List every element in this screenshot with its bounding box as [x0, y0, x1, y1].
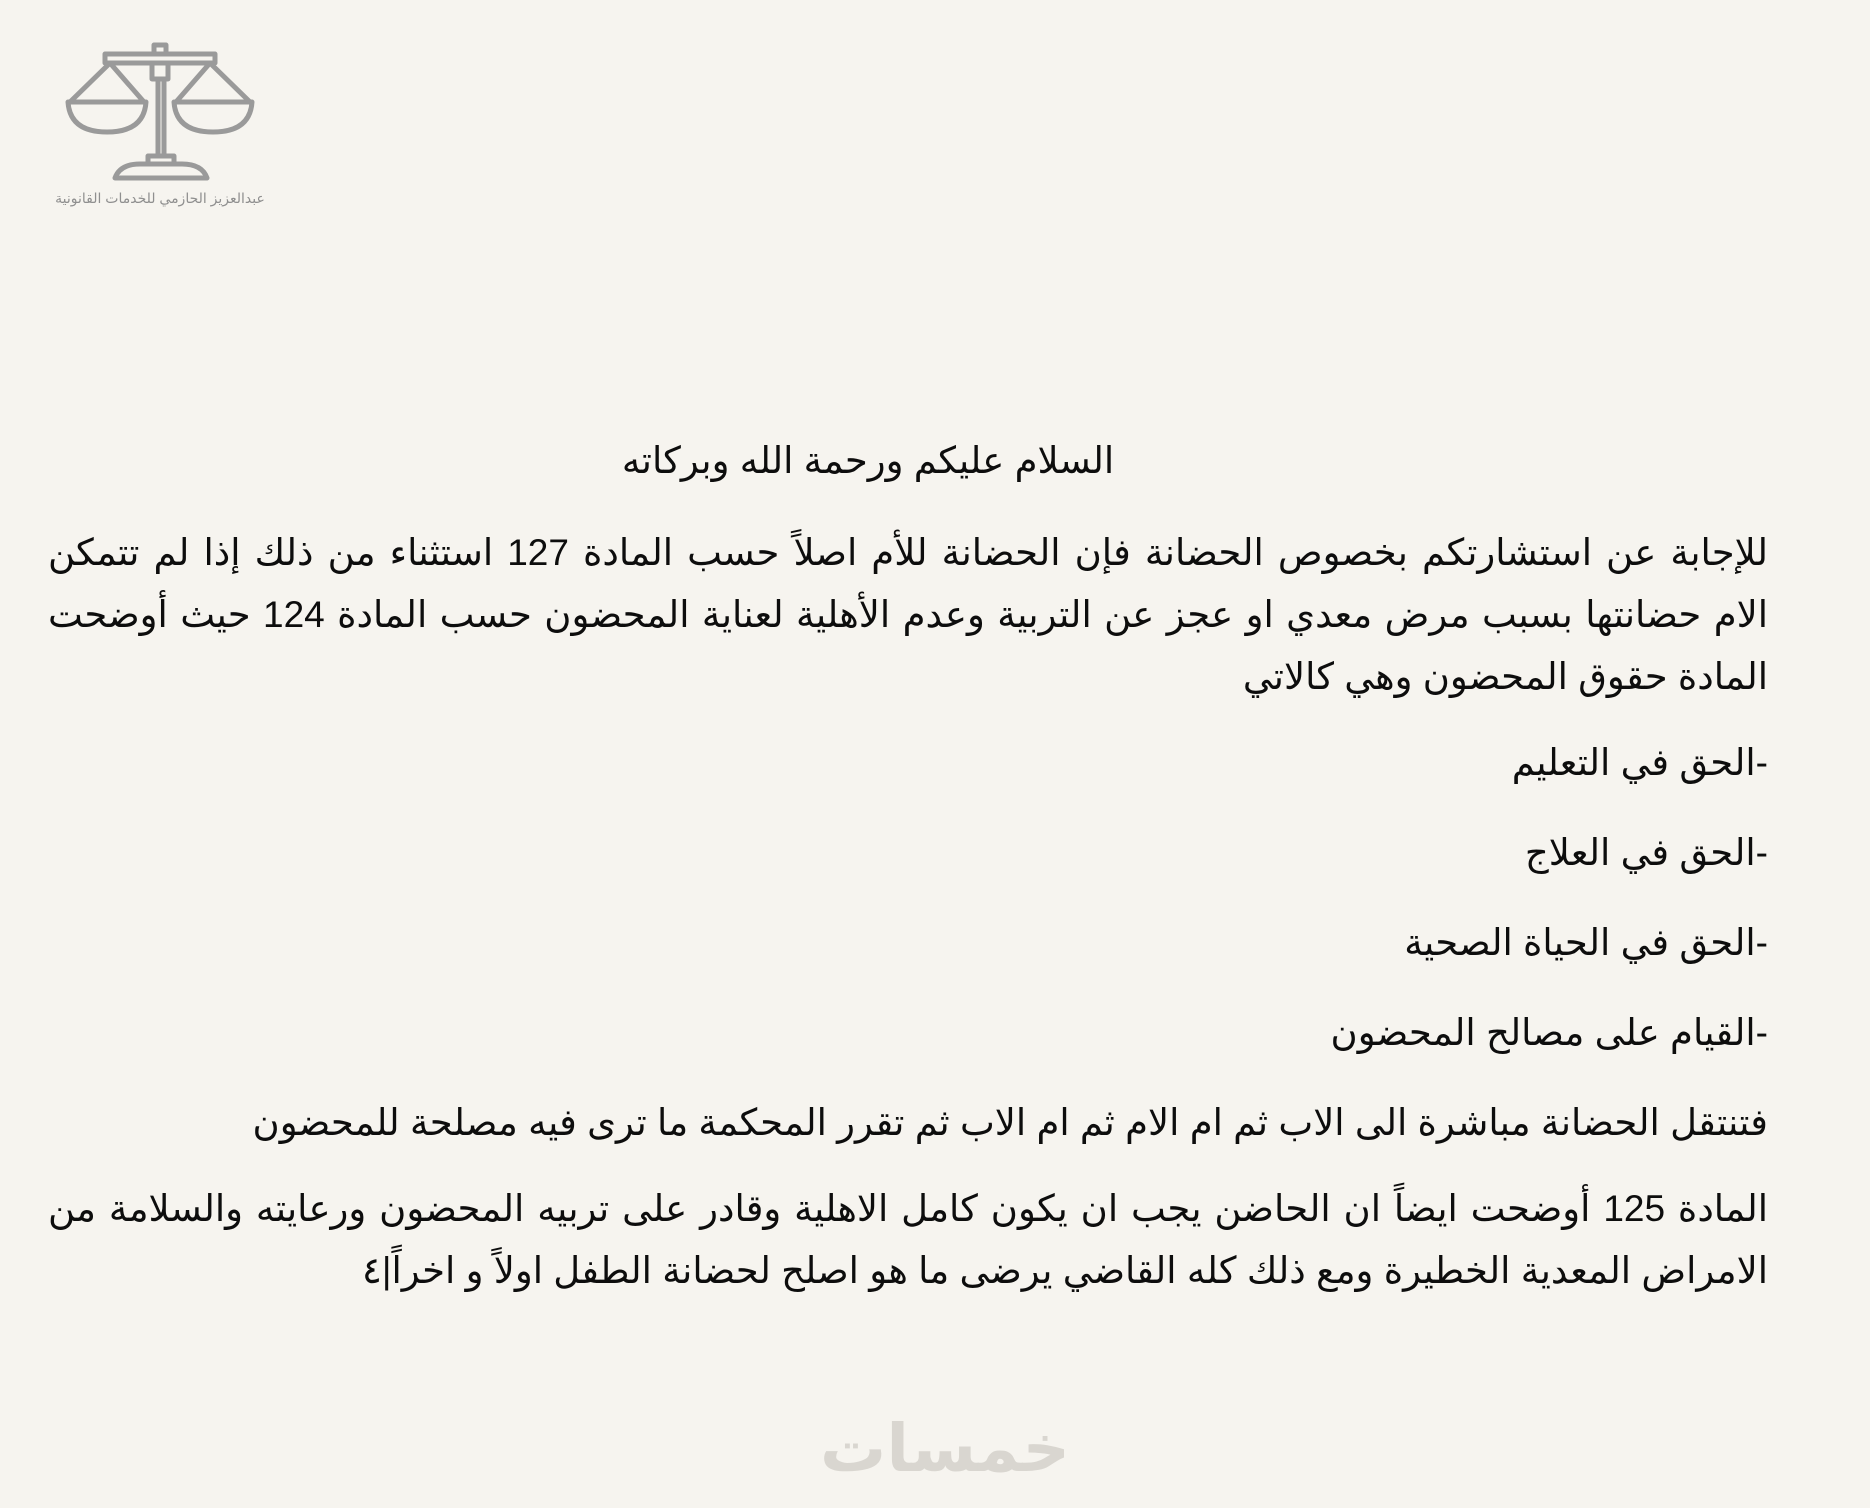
watermark: خمسات	[820, 1411, 1071, 1485]
logo	[40, 40, 280, 220]
letter-body	[48, 430, 1768, 1326]
right-item-treatment: -الحق في العلاج	[1524, 832, 1768, 873]
right-item-healthy-life: -الحق في الحياة الصحية	[1404, 922, 1768, 963]
greeting: السلام عليكم ورحمة الله وبركاته	[621, 440, 1115, 481]
scales-of-justice-icon	[60, 40, 260, 190]
closing-paragraph: المادة 125 أوضحت ايضاً ان الحاضن يجب ان يكون كامل الاهلية وقادر على تربيه المحضون ورعايته والسلامة من الامراض المعدية الخطيرة ومع ذلك كله القاضي يرضى ما هو اصلح لحضانة الطفل اولاً و اخراً|٤	[48, 1188, 1769, 1291]
logo-caption: عبدالعزيز الحازمي للخدمات القانونية	[55, 190, 265, 206]
right-item-education: -الحق في التعليم	[1511, 742, 1768, 783]
intro-paragraph: للإجابة عن استشارتكم بخصوص الحضانة فإن الحضانة للأم اصلاً حسب المادة 127 استثناء من ذلك إذا لم تتمكن الام حضانتها بسبب مرض معدي او عجز عن التربية وعدم الأهلية لعناية المحضون حسب المادة 124 حيث أوضحت المادة حقوق المحضون وهي كالاتي	[48, 532, 1768, 697]
right-item-interests: -القيام على مصالح المحضون	[1330, 1012, 1768, 1053]
transfer-paragraph: فتنتقل الحضانة مباشرة الى الاب ثم ام الام ثم ام الاب ثم تقرر المحكمة ما ترى فيه مصلحة للمحضون	[252, 1102, 1768, 1143]
